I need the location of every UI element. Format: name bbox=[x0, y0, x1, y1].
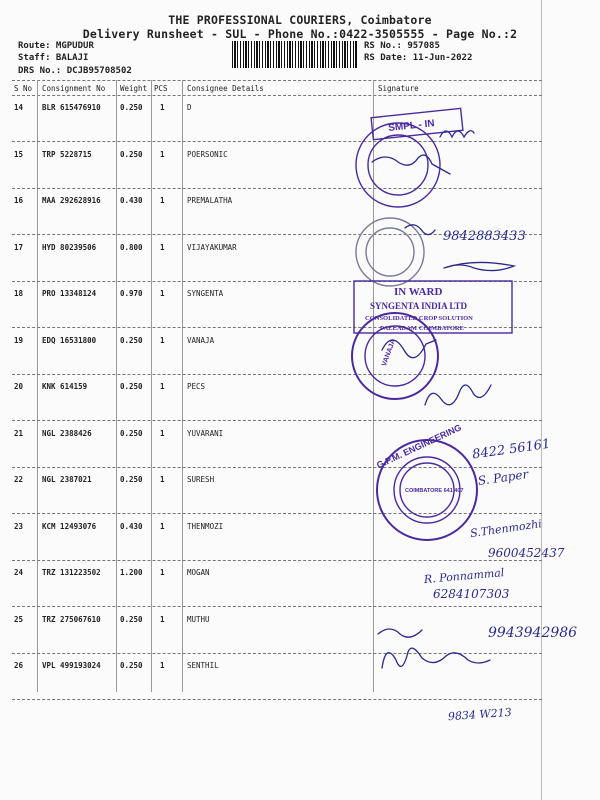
row-consignment: TRP 5228715 bbox=[42, 149, 92, 159]
col-consignee: Consignee Details bbox=[187, 84, 264, 93]
row-weight: 0.250 bbox=[120, 614, 143, 624]
vanaja-ring-text: VANAJA bbox=[381, 338, 398, 368]
handwriting-phone: 9842883433 bbox=[443, 229, 526, 244]
row-sno: 19 bbox=[14, 335, 24, 345]
row-consignee: SENTHIL bbox=[187, 661, 219, 670]
col-pcs: PCS bbox=[154, 84, 168, 93]
signature-stroke bbox=[382, 648, 490, 668]
signature-stroke bbox=[372, 155, 450, 174]
row-sno: 14 bbox=[14, 103, 24, 112]
row-consignee: PREMALATHA bbox=[187, 196, 233, 205]
signature-stroke bbox=[444, 262, 514, 270]
signature-stroke bbox=[440, 131, 474, 137]
signature-stroke bbox=[425, 385, 491, 405]
row-consignee: YUVARANI bbox=[187, 428, 224, 438]
row-weight: 0.430 bbox=[120, 521, 143, 531]
signature-stroke bbox=[378, 629, 422, 637]
row-pcs: 1 bbox=[160, 614, 165, 624]
row-consignee: D bbox=[187, 103, 192, 112]
handwriting-name: S. Paper bbox=[476, 467, 530, 489]
row-weight: 0.800 bbox=[120, 242, 143, 252]
row-sno: 24 bbox=[14, 568, 24, 577]
document-title: THE PROFESSIONAL COURIERS, Coimbatore bbox=[168, 13, 432, 27]
row-pcs: 1 bbox=[160, 382, 165, 391]
row-sno: 16 bbox=[14, 196, 24, 205]
gpm-center-text: COIMBATORE 641 407 bbox=[405, 488, 464, 494]
row-sno: 21 bbox=[14, 428, 24, 438]
rs-date: RS Date: 11-Jun-2022 bbox=[364, 53, 473, 63]
row-sno: 26 bbox=[14, 661, 24, 670]
row-pcs: 1 bbox=[160, 196, 165, 205]
row-pcs: 1 bbox=[160, 289, 165, 298]
row-consignment: PRO 13348124 bbox=[42, 289, 97, 298]
row-weight: 0.970 bbox=[120, 289, 143, 298]
row-consignment: KNK 614159 bbox=[42, 382, 88, 391]
handwriting-phone: 9834 W213 bbox=[447, 705, 513, 724]
handwriting-name: R. Ponnammal bbox=[423, 566, 505, 587]
row-consignment: TRZ 275067610 bbox=[42, 614, 101, 624]
row-weight: 0.250 bbox=[120, 103, 143, 112]
row-consignee: VIJAYAKUMAR bbox=[187, 242, 237, 252]
row-pcs: 1 bbox=[160, 568, 165, 577]
row-sno: 17 bbox=[14, 242, 24, 252]
inward-line3: CONSOLIDATED CROP SOLUTION bbox=[365, 315, 473, 322]
row-weight: 0.250 bbox=[120, 475, 143, 484]
row-pcs: 1 bbox=[160, 103, 165, 112]
handwriting-name: S.Thenmozhi bbox=[469, 517, 543, 541]
row-consignment: MAA 292628916 bbox=[42, 196, 101, 205]
row-weight: 1.200 bbox=[120, 568, 143, 577]
signature-stroke bbox=[405, 225, 435, 235]
row-weight: 0.430 bbox=[120, 196, 143, 205]
row-consignee: MOGAN bbox=[187, 568, 210, 577]
col-signature: Signature bbox=[378, 84, 419, 93]
col-weight: Weight bbox=[120, 84, 148, 93]
row-pcs: 1 bbox=[160, 428, 165, 438]
row-consignment: NGL 2387021 bbox=[42, 475, 92, 484]
rs-number: RS No.: 957085 bbox=[364, 41, 440, 51]
inward-line2: SYNGENTA INDIA LTD bbox=[370, 301, 468, 311]
row-consignee: MUTHU bbox=[187, 614, 210, 624]
inward-line4: PALLADAM COIMBATORE bbox=[380, 325, 464, 332]
handwriting-phone: 9600452437 bbox=[488, 546, 565, 560]
row-sno: 15 bbox=[14, 149, 24, 159]
document-subtitle: Delivery Runsheet - SUL - Phone No.:0422-3505555 - Page No.:2 bbox=[82, 27, 518, 41]
row-sno: 23 bbox=[14, 521, 24, 531]
row-weight: 0.250 bbox=[120, 428, 143, 438]
row-pcs: 1 bbox=[160, 521, 165, 531]
staff-label: Staff: BALAJI bbox=[18, 53, 89, 63]
row-pcs: 1 bbox=[160, 149, 165, 159]
handwriting-phone: 6284107303 bbox=[433, 587, 510, 601]
row-weight: 0.250 bbox=[120, 661, 143, 670]
row-consignee: PECS bbox=[187, 382, 206, 391]
row-consignment: VPL 499193024 bbox=[42, 661, 101, 670]
handwriting-phone: 8422 56161 bbox=[471, 436, 552, 463]
row-weight: 0.250 bbox=[120, 382, 143, 391]
col-consignment: Consignment No bbox=[42, 84, 106, 93]
row-consignment: EDQ 16531800 bbox=[42, 335, 97, 345]
row-pcs: 1 bbox=[160, 475, 165, 484]
row-pcs: 1 bbox=[160, 242, 165, 252]
gpm-ring-text: G.P.M. ENGINEERING bbox=[374, 422, 463, 471]
smpl-stamp-text: SMPL - IN bbox=[387, 118, 436, 134]
col-sno: S No bbox=[14, 84, 33, 93]
row-consignment: BLR 615476910 bbox=[42, 103, 101, 112]
drs-number: DRS No.: DCJB95708502 bbox=[18, 66, 132, 76]
inward-line1: IN WARD bbox=[394, 286, 443, 298]
row-consignee: SURESH bbox=[187, 475, 215, 484]
row-consignee: VANAJA bbox=[187, 335, 215, 345]
row-weight: 0.250 bbox=[120, 335, 143, 345]
row-consignee: POERSONIC bbox=[187, 149, 228, 159]
row-consignment: NGL 2388426 bbox=[42, 428, 92, 438]
row-consignee: SYNGENTA bbox=[187, 289, 224, 298]
row-sno: 20 bbox=[14, 382, 24, 391]
row-consignment: KCM 12493076 bbox=[42, 521, 97, 531]
row-consignment: TRZ 131223502 bbox=[42, 568, 101, 577]
row-pcs: 1 bbox=[160, 661, 165, 670]
row-sno: 22 bbox=[14, 475, 24, 484]
row-consignee: THENMOZI bbox=[187, 521, 224, 531]
row-sno: 25 bbox=[14, 614, 24, 624]
row-consignment: HYD 80239506 bbox=[42, 242, 97, 252]
row-weight: 0.250 bbox=[120, 149, 143, 159]
handwriting-phone: 9943942986 bbox=[488, 625, 578, 641]
row-sno: 18 bbox=[14, 289, 24, 298]
row-pcs: 1 bbox=[160, 335, 165, 345]
route-label: Route: MGPUDUR bbox=[18, 41, 94, 51]
